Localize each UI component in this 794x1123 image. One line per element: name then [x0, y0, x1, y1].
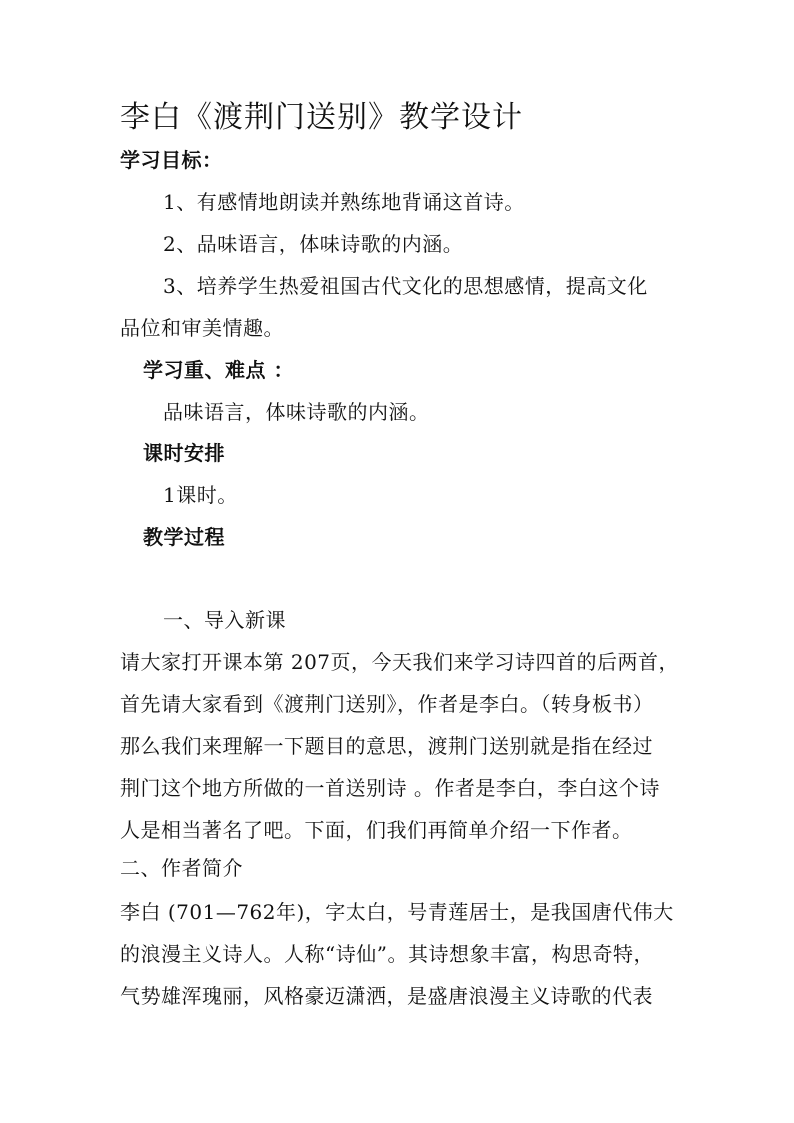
- section1-heading: 一、导入新课: [163, 608, 286, 632]
- section1-line-1: 请大家打开课本第 207页，今天我们来学习诗四首的后两首，: [120, 650, 680, 674]
- objective-item-3-continuation: 品位和审美情趣。: [120, 316, 284, 340]
- section1-line-4: 荆门这个地方所做的一首送别诗 。作者是李白，李白这个诗: [120, 776, 660, 800]
- section1-line-5: 人是相当著名了吧。下面，们我们再简单介绍一下作者。: [120, 818, 633, 842]
- objectives-heading: 学习目标：: [120, 148, 223, 172]
- objective-item-3: 3、培养学生热爱祖国古代文化的思想感情，提高文化: [163, 274, 648, 298]
- key-points-heading: 学习重、难点 ：: [143, 358, 294, 382]
- section2-line-1: 李白 (701—762年)，字太白，号青莲居士，是我国唐代伟大: [120, 900, 674, 924]
- section2-line-2: 的浪漫主义诗人。人称“诗仙”。其诗想象丰富，构思奇特，: [120, 942, 654, 966]
- objective-item-2: 2、品味语言，体味诗歌的内涵。: [163, 232, 464, 256]
- document-title: 李白《渡荆门送别》教学设计: [120, 100, 523, 135]
- section2-heading: 二、作者简介: [120, 856, 243, 880]
- schedule-heading: 课时安排: [143, 441, 225, 465]
- section2-line-3: 气势雄浑瑰丽，风格豪迈潇洒，是盛唐浪漫主义诗歌的代表: [120, 984, 653, 1008]
- objective-item-1: 1、有感情地朗读并熟练地背诵这首诗。: [163, 190, 525, 214]
- key-points-text: 品味语言，体味诗歌的内涵。: [163, 400, 430, 424]
- schedule-text: 1课时。: [163, 483, 238, 507]
- process-heading: 教学过程: [143, 525, 225, 549]
- section1-line-2: 首先请大家看到《渡荆门送别》，作者是李白。（转身板书）: [120, 692, 654, 716]
- section1-line-3: 那么我们来理解一下题目的意思，渡荆门送别就是指在经过: [120, 734, 653, 758]
